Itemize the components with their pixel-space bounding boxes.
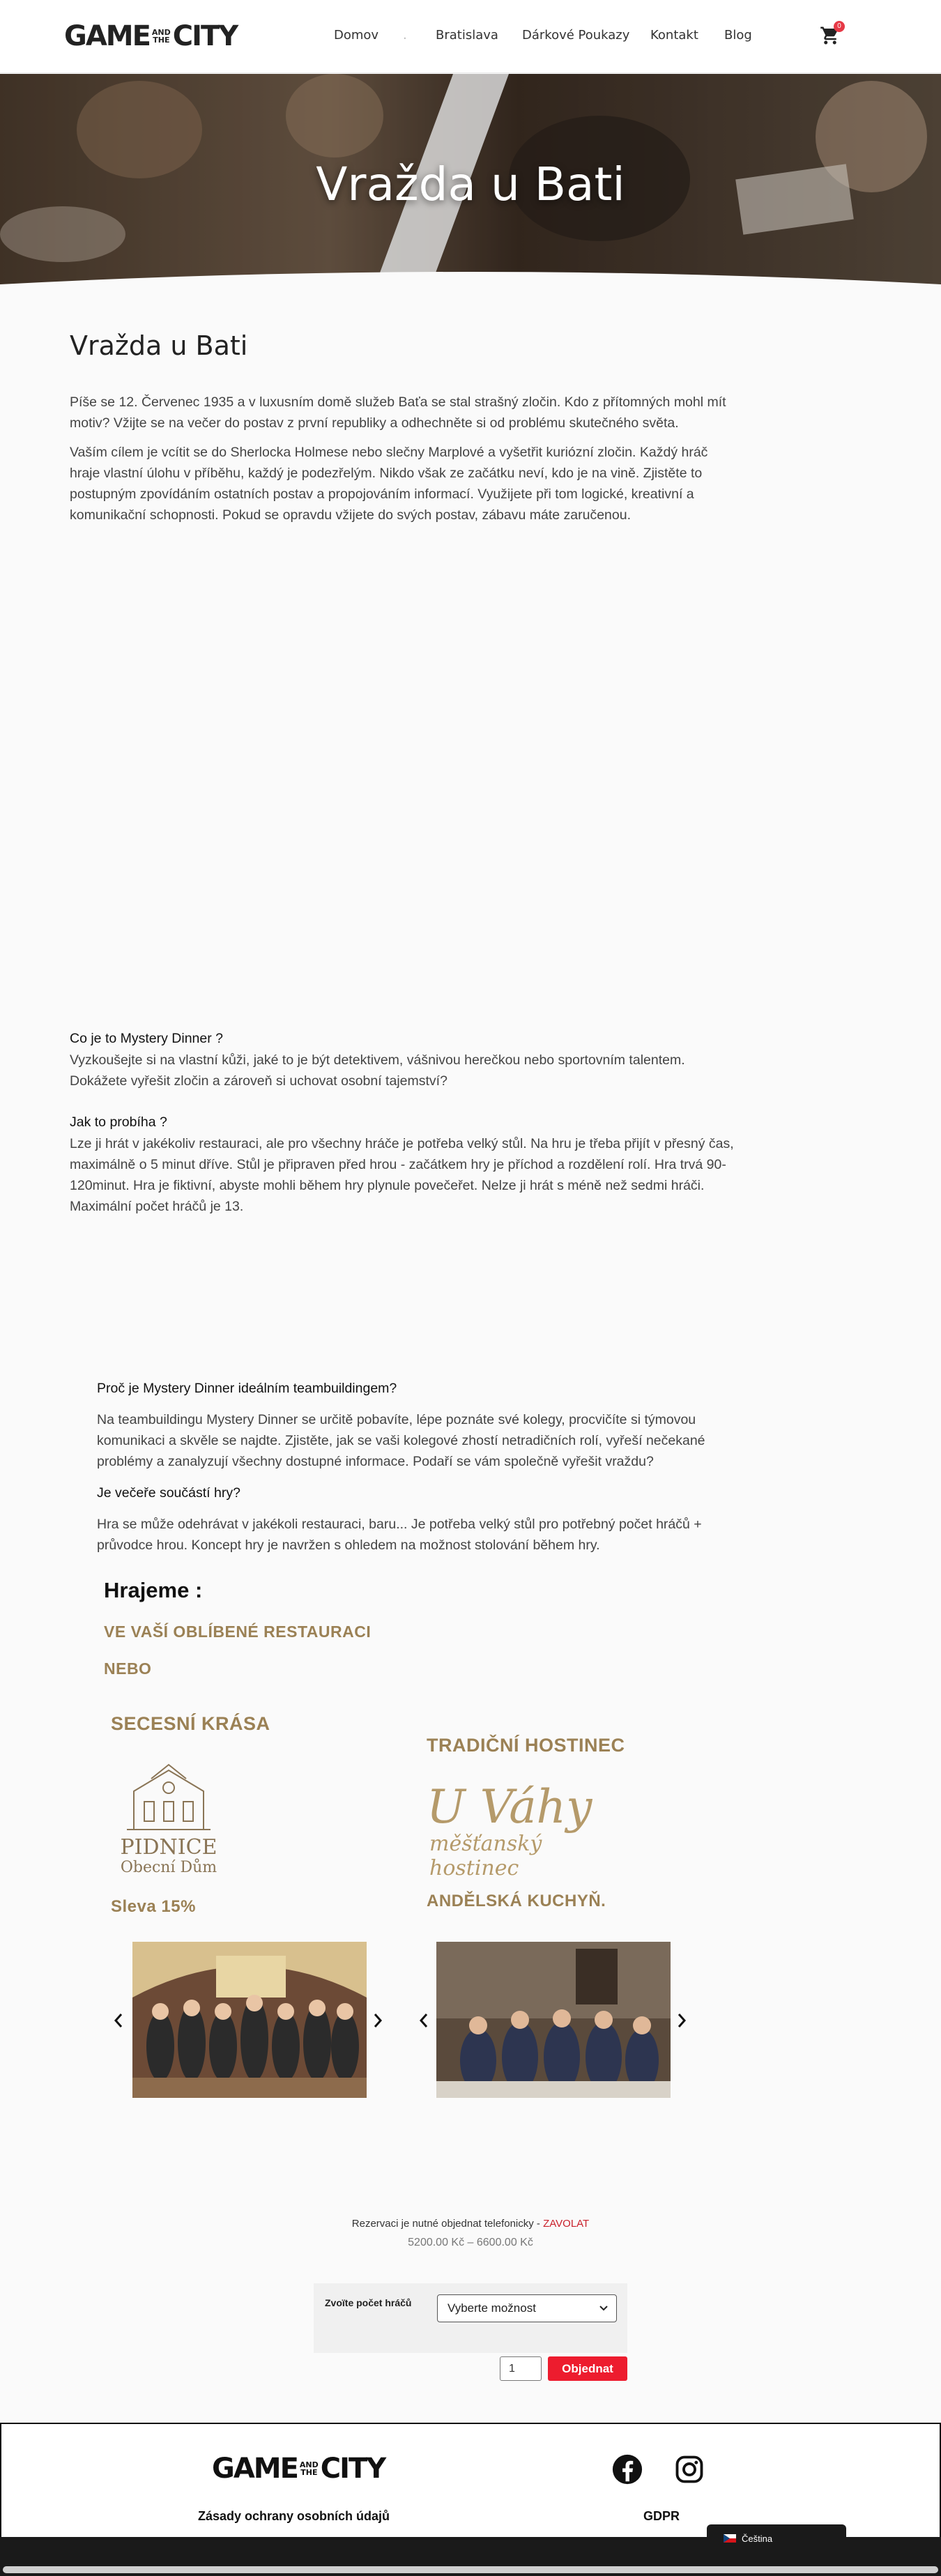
pidnice-logo [113,1763,224,1882]
footer-logo-the: THE [300,2468,318,2477]
footer-logo[interactable] [212,2452,385,2485]
chevron-left-icon [114,2013,123,2028]
chevron-left-icon [419,2013,429,2028]
player-count-selected: Vyberte možnost [447,2301,536,2315]
reservation-text: Rezervaci je nutné objednat telefonicky - [351,2218,544,2230]
nav-bratislava[interactable]: Bratislava [436,28,498,43]
facebook-icon[interactable] [611,2453,643,2485]
logo-text-game: GAME [64,20,150,52]
footer-logo-and: AND [299,2460,319,2469]
faq-question-what: Co je to Mystery Dinner ? [70,1031,223,1046]
teambuilding-heading: Proč je Mystery Dinner ideálním teambuildingem? [97,1381,397,1396]
logo-small-text [152,29,171,44]
footer-logo-game: GAME [212,2453,298,2485]
venue-left-discount: Sleva 15% [111,1897,196,1916]
gdpr-link[interactable]: GDPR [643,2509,680,2523]
site-header [0,0,941,73]
u-vahy-logo-subtext: měšťanský hostinec [429,1832,542,1880]
quantity-input[interactable]: 1 [500,2356,542,2381]
intro-paragraph-1: Píše se 12. Červenec 1935 a v luxusním domě služeb Baťa se stal strašný zločin. Kdo z přítomných mohl mít motiv? Vžijte se na večer do postav z první republiky a odhechněte si od problému skutečného světa. [70,394,726,431]
reservation-note [0,2218,941,2230]
pidnice-logo-subtext: Obecní Dům [120,1859,217,1876]
player-count-label: Zvoïte počet hráčů [325,2297,412,2308]
venues-or: NEBO [104,1659,152,1678]
chevron-down-icon [599,2305,608,2312]
nav-kontakt[interactable]: Kontakt [650,28,698,43]
teambuilding-text: Na teambuildingu Mystery Dinner se určitě pobavíte, lépe poznáte své kolegy, procvičíte si týmovou komunikaci a skvěle se najdte. Zjistěte, jak se vaši kolegové zhostí netradičních rolí, vyřeší nečekané problémy a zanalyzují všechny dostupné informace. Podaří se vám společně vyřešit vraždu? [97,1412,705,1469]
logo-and: AND [151,28,171,37]
player-count-select[interactable] [437,2294,617,2322]
intro-paragraph-2: Vaším cílem je vcítit se do Sherlocka Holmese nebo slečny Marplové a vyšetřit kuriózní zločin. Každý hráč hraje vlastní úlohu v příběhu, každý je podezřelým. Nikdo však ze začátku neví, kdo je na vině. Zjistěte to postupným zpovídáním ostatních postav a propojováním informací. Využijete při tom logické, kreativní a komunikační schopnosti. Pokud se opravdu vžijete do svých postav, zábavu máte zaručenou. [70,445,708,523]
footer-logo-city: CITY [320,2453,385,2485]
chevron-right-icon [677,2013,687,2028]
price-range: 5200.00 Kč – 6600.00 Kč [408,2237,533,2248]
carousel-right-prev-arrow[interactable] [417,2010,431,2031]
pidnice-logo-text: PIDNICE [120,1835,217,1860]
carousel-left-prev-arrow[interactable] [112,2010,125,2031]
logo-the: THE [153,36,170,45]
venue-right-title: TRADIČNÍ HOSTINEC [427,1735,625,1756]
privacy-policy-link[interactable]: Zásady ochrany osobních údajů [198,2509,390,2523]
page-title: Vražda u Bati [70,330,248,361]
language-switcher[interactable] [707,2524,846,2552]
venue-right-note: ANDĚLSKÁ KUCHYŇ. [427,1892,606,1910]
czech-flag-icon [724,2534,736,2543]
nav-domov[interactable]: Domov [334,28,379,43]
dinner-heading: Je večeře součástí hry? [97,1485,240,1501]
hero-banner [0,74,941,301]
nav-darkove-poukazy[interactable]: Dárkové Poukazy [522,28,630,43]
faq-answer-how: Lze ji hrát v jakékoliv restauraci, ale pro všechny hráče je potřeba velký stůl. Na hru je třeba přijít v přesný čas, maximálně o 5 minut dříve. Stůl je připraven před hrou - začátkem hry je příchod a rozdělení rolí. Hra trvá 90-120minut. Hra je fiktivní, abyste mohli během hry plynule povečeřet. Nelze ji hrát s méně než sedmi hráči. Maximální počet hráčů je 13. [70,1136,734,1214]
venue-left-title: SECESNÍ KRÁSA [111,1713,270,1734]
carousel-left-next-arrow[interactable] [371,2010,385,2031]
carousel-right-photo[interactable] [436,1942,671,2098]
u-vahy-logo [427,1780,608,1880]
cart-count-badge: 0 [834,21,845,32]
site-logo[interactable] [64,20,238,53]
chevron-right-icon [373,2013,383,2028]
nav-blog[interactable]: Blog [724,28,752,43]
instagram-icon[interactable] [675,2455,704,2484]
venues-title: Hrajeme : [104,1578,203,1602]
footer-logo-small [300,2461,319,2476]
faq-answer-what: Vyzkoušejte si na vlastní kůži, jaké to je být detektivem, vášnivou herečkou nebo sportovním talentem. Dokážete vyřešit zločin a zároveň si uchovat osobní tajemství? [70,1052,685,1089]
u-vahy-logo-text: U Váhy [427,1780,592,1834]
horizontal-scrollbar[interactable] [3,2566,938,2573]
group-photo-u-vahy [436,1942,671,2098]
order-button[interactable]: Objednat [548,2356,627,2381]
call-link[interactable]: ZAVOLAT [543,2218,590,2230]
logo-text-city: CITY [172,20,238,52]
venues-favorite-restaurant: VE VAŠÍ OBLÍBENÉ RESTAURACI [104,1623,372,1641]
hero-title: Vražda u Bati [316,158,625,211]
language-label: Čeština [742,2533,773,2544]
carousel-left-photo[interactable] [132,1942,367,2098]
hero-bottom-curve [0,259,941,301]
building-icon [113,1763,224,1833]
group-photo-pidnice [132,1942,367,2098]
variation-box [314,2283,627,2353]
faq-question-how: Jak to probíha ? [70,1114,167,1130]
carousel-right-next-arrow[interactable] [675,2010,689,2031]
dinner-text: Hra se může odehrávat v jakékoli restauraci, baru... Je potřeba velký stůl pro potřebný počet hráčů + průvodce hrou. Koncept hry je navržen s ohledem na možnost stolování během hry. [97,1517,702,1553]
nav-dot[interactable]: . [403,28,407,43]
